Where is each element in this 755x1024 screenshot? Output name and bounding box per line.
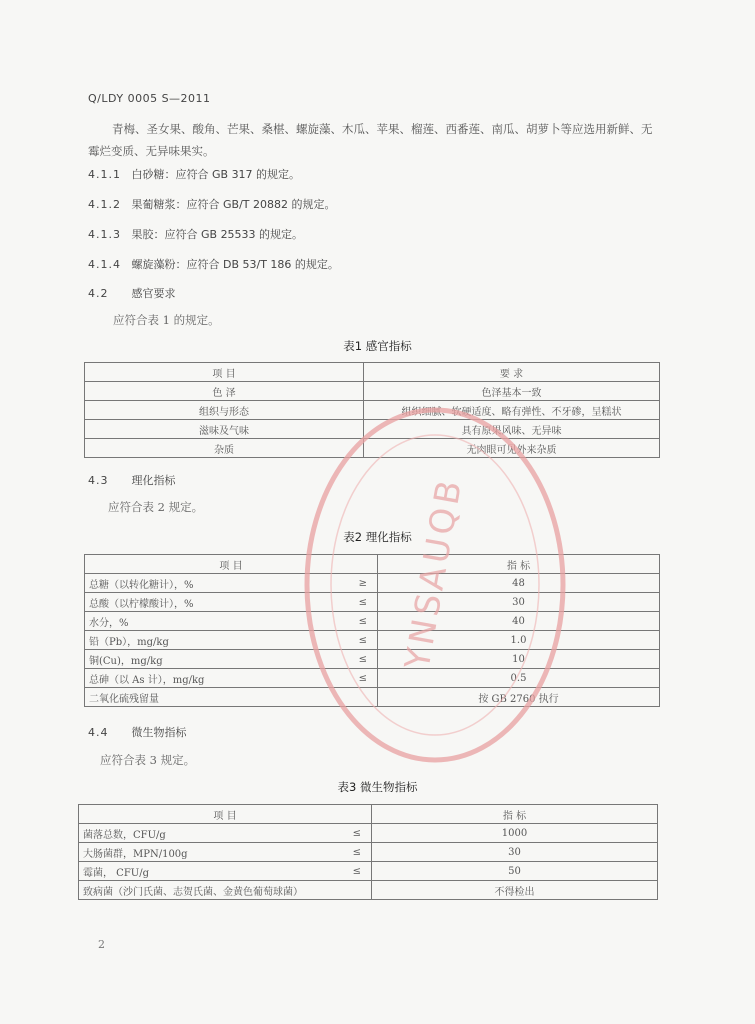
table-cell: 总酸（以柠檬酸计），% — [85, 593, 324, 612]
table-cell: 无肉眼可见外来杂质 — [364, 439, 660, 458]
section-4-4-body: 应符合表 3 规定。 — [100, 753, 196, 767]
table-row — [85, 631, 660, 650]
table-header-cell: 项 目 — [79, 805, 372, 824]
table-cell: 1000 — [372, 824, 658, 843]
table-cell: 48 — [378, 574, 660, 593]
table-cell-symbol: ≤ — [323, 650, 378, 669]
table-cell: 色 泽 — [85, 382, 364, 401]
table-cell: 滋味及气味 — [85, 420, 364, 439]
table-row — [85, 574, 660, 593]
section-number: 4.4 — [88, 726, 109, 739]
table-row — [79, 843, 658, 862]
table-cell-symbol: ≤ — [317, 824, 372, 843]
table-cell: 菌落总数，CFU/g — [79, 824, 318, 843]
table-cell: 总糖（以转化糖计），% — [85, 574, 324, 593]
table-header-cell: 项 目 — [85, 363, 364, 382]
clause-text: 白砂糖：应符合 GB 317 的规定。 — [131, 168, 301, 181]
table-row — [79, 881, 658, 900]
clause-4-1-4 — [88, 256, 339, 272]
table-cell-symbol: ≤ — [323, 593, 378, 612]
table-cell: 按 GB 2760 执行 — [378, 688, 660, 707]
table2-caption: 表2 理化指标 — [343, 530, 412, 544]
table1-caption: 表1 感官指标 — [343, 339, 412, 353]
table-row — [79, 824, 658, 843]
table-row — [85, 669, 660, 688]
table-cell: 40 — [378, 612, 660, 631]
table-cell: 色泽基本一致 — [364, 382, 660, 401]
table-row — [85, 439, 660, 458]
table-cell: 1.0 — [378, 631, 660, 650]
table-header-cell: 项 目 — [85, 555, 378, 574]
table-cell: 二氧化硫残留量 — [85, 688, 324, 707]
clause-number: 4.1.1 — [88, 168, 121, 181]
table-header-row — [79, 805, 658, 824]
section-4-2-heading — [88, 285, 176, 301]
intro-paragraph: 青梅、圣女果、酸角、芒果、桑椹、螺旋藻、木瓜、苹果、榴莲、西番莲、南瓜、胡萝卜等应选用新鲜、无霉烂变质、无异味果实。 — [88, 122, 653, 158]
table-row — [79, 862, 658, 881]
section-title: 理化指标 — [131, 474, 176, 487]
table-cell-symbol — [323, 688, 378, 707]
table-cell: 具有原果风味、无异味 — [364, 420, 660, 439]
section-number: 4.3 — [88, 474, 109, 487]
table-cell: 杂质 — [85, 439, 364, 458]
section-4-3-body: 应符合表 2 规定。 — [108, 500, 204, 514]
table-cell: 铜(Cu)，mg/kg — [85, 650, 324, 669]
table-row — [85, 420, 660, 439]
clause-text: 果葡糖浆：应符合 GB/T 20882 的规定。 — [131, 198, 336, 211]
table-cell: 30 — [372, 843, 658, 862]
table-header-cell: 要 求 — [364, 363, 660, 382]
table-row — [85, 612, 660, 631]
table-cell: 总砷（以 As 计），mg/kg — [85, 669, 324, 688]
table-cell: 0.5 — [378, 669, 660, 688]
table-cell: 50 — [372, 862, 658, 881]
doc-code: Q/LDY 0005 S—2011 — [88, 92, 211, 105]
table1-sensory — [84, 362, 660, 458]
section-4-3-heading — [88, 472, 176, 488]
clause-4-1-1 — [88, 166, 300, 182]
table-header-row — [85, 555, 660, 574]
clause-text: 螺旋藻粉：应符合 DB 53/T 186 的规定。 — [131, 258, 339, 271]
table-cell: 组织细腻、软硬适度、略有弹性、不牙碜，呈糕状 — [364, 401, 660, 420]
table-cell: 铅（Pb），mg/kg — [85, 631, 324, 650]
table-cell-symbol: ≥ — [323, 574, 378, 593]
table-header-cell: 指 标 — [372, 805, 658, 824]
section-title: 微生物指标 — [131, 726, 187, 739]
table-cell: 霉菌， CFU/g — [79, 862, 318, 881]
table-cell-symbol: ≤ — [323, 631, 378, 650]
table-cell-symbol: ≤ — [317, 843, 372, 862]
table-cell: 水分，% — [85, 612, 324, 631]
table-row — [85, 688, 660, 707]
table-header-row — [85, 363, 660, 382]
clause-text: 果胶：应符合 GB 25533 的规定。 — [131, 228, 304, 241]
table-row — [85, 650, 660, 669]
table-header-cell: 指 标 — [378, 555, 660, 574]
table-row — [85, 401, 660, 420]
clause-number: 4.1.3 — [88, 228, 121, 241]
clause-number: 4.1.2 — [88, 198, 121, 211]
table3-caption: 表3 微生物指标 — [337, 780, 418, 794]
table-cell-symbol: ≤ — [317, 862, 372, 881]
clause-number: 4.1.4 — [88, 258, 121, 271]
table-cell: 不得检出 — [372, 881, 658, 900]
stamp-text: YNSAUQB — [397, 473, 471, 673]
table-cell-symbol: ≤ — [323, 612, 378, 631]
table-cell: 大肠菌群，MPN/100g — [79, 843, 318, 862]
clause-4-1-3 — [88, 226, 303, 242]
section-4-2-body: 应符合表 1 的规定。 — [113, 313, 220, 327]
clause-4-1-2 — [88, 196, 335, 212]
table2-physicochemical — [84, 554, 660, 707]
table-cell-symbol: ≤ — [323, 669, 378, 688]
page-number: 2 — [98, 938, 105, 951]
section-number: 4.2 — [88, 287, 109, 300]
table3-microbiological — [78, 804, 658, 900]
section-title: 感官要求 — [131, 287, 176, 300]
section-4-4-heading — [88, 724, 187, 740]
table-cell: 30 — [378, 593, 660, 612]
table-cell: 组织与形态 — [85, 401, 364, 420]
table-cell: 10 — [378, 650, 660, 669]
table-cell: 致病菌（沙门氏菌、志贺氏菌、金黄色葡萄球菌） — [79, 881, 372, 900]
table-row — [85, 593, 660, 612]
table-row — [85, 382, 660, 401]
